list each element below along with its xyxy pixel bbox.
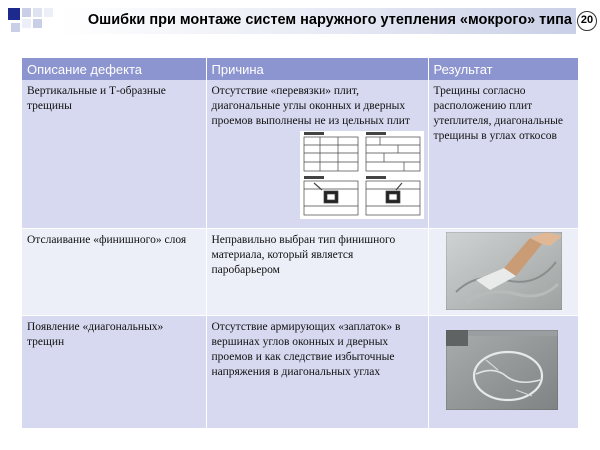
defects-table xyxy=(22,58,579,429)
table-header-row xyxy=(22,58,578,80)
cell-cause: Неправильно выбран тип финишного материала, который является паробарьером xyxy=(206,229,428,316)
decor-square xyxy=(22,8,31,17)
table-row xyxy=(22,316,578,429)
cell-cause: Отсутствие армирующих «заплаток» в вершинах углов оконных и дверных проемов и как следствие избыточные напряжения в диагональных углах xyxy=(206,316,428,429)
header-cause: Причина xyxy=(206,58,428,80)
decor-square xyxy=(11,23,20,32)
decor-square xyxy=(44,8,53,17)
decor-square xyxy=(8,8,20,20)
decor-square xyxy=(33,19,42,28)
cell-description: Появление «диагональных» трещин xyxy=(22,316,206,429)
table-row xyxy=(22,229,578,316)
peeling-finish-photo xyxy=(446,232,562,310)
diagonal-cracks-photo xyxy=(446,330,558,410)
table-row xyxy=(22,80,578,229)
page-number: 20 xyxy=(577,11,597,31)
cell-result-photo xyxy=(428,229,578,316)
cell-result: Трещины согласно расположению плит утеплителя, диагональные трещины в углах откосов xyxy=(428,80,578,229)
insulation-board-diagram xyxy=(300,131,424,219)
cell-cause xyxy=(206,80,428,229)
header-result: Результат xyxy=(428,58,578,80)
decor-square xyxy=(33,8,42,17)
cell-description: Вертикальные и Т-образные трещины xyxy=(22,80,206,229)
cell-result-photo xyxy=(428,316,578,429)
cause-text: Отсутствие «перевязки» плит, диагональные углы оконных и дверных проемов выполнены не из цельных плит xyxy=(211,85,410,127)
decor-square xyxy=(22,19,31,28)
slide-title: Ошибки при монтаже систем наружного утепления «мокрого» типа xyxy=(87,12,572,28)
cell-description: Отслаивание «финишного» слоя xyxy=(22,229,206,316)
corner-decoration xyxy=(0,0,60,40)
header-description: Описание дефекта xyxy=(22,58,206,80)
